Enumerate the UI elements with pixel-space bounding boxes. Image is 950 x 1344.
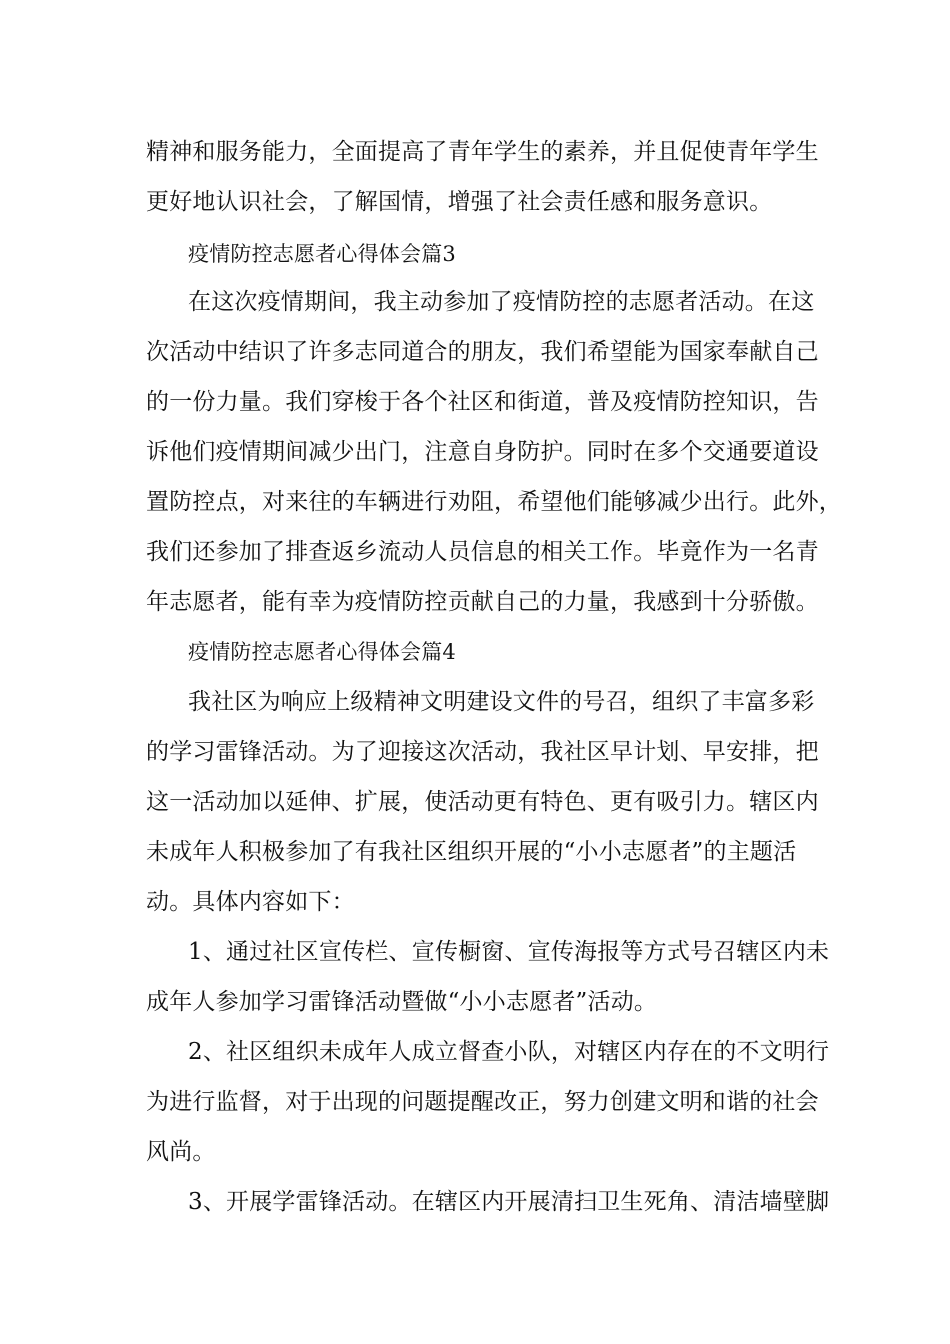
- list-item-2-line: 2、社区组织未成年人成立督查小队，对辖区内存在的不文明行: [188, 1039, 830, 1065]
- paragraph-first-line: 在这次疫情期间，我主动参加了疫情防控的志愿者活动。在这: [188, 289, 815, 315]
- body-text-line: 年志愿者，能有幸为疫情防控贡献自己的力量，我感到十分骄傲。: [146, 589, 819, 615]
- list-item-1-line: 1、通过社区宣传栏、宣传橱窗、宣传海报等方式号召辖区内未: [188, 939, 830, 965]
- body-text-line: 次活动中结识了许多志同道合的朋友，我们希望能为国家奉献自己: [146, 339, 819, 365]
- body-text-line: 更好地认识社会，了解国情，增强了社会责任感和服务意识。: [146, 189, 773, 215]
- body-text-line: 这一活动加以延伸、扩展，使活动更有特色、更有吸引力。辖区内: [146, 789, 819, 815]
- list-item-2-line: 为进行监督，对于出现的问题提醒改正，努力创建文明和谐的社会: [146, 1089, 819, 1115]
- body-text-line: 的一份力量。我们穿梭于各个社区和街道，普及疫情防控知识，告: [146, 389, 819, 415]
- body-text-line: 动。具体内容如下：: [146, 889, 355, 915]
- body-text-line: 诉他们疫情期间减少出门，注意自身防护。同时在多个交通要道设: [146, 439, 819, 465]
- body-text-line: 精神和服务能力，全面提高了青年学生的素养，并且促使青年学生: [146, 139, 819, 165]
- section-heading: 疫情防控志愿者心得体会篇3: [188, 242, 456, 266]
- body-text-line: 的学习雷锋活动。为了迎接这次活动，我社区早计划、早安排，把: [146, 739, 819, 765]
- list-item-1-line: 成年人参加学习雷锋活动暨做“小小志愿者”活动。: [146, 989, 658, 1015]
- list-item-3-line: 3、开展学雷锋活动。在辖区内开展清扫卫生死角、清洁墙壁脚: [188, 1189, 830, 1215]
- list-item-2-line: 风尚。: [146, 1139, 216, 1165]
- body-text-line: 未成年人积极参加了有我社区组织开展的“小小志愿者”的主题活: [146, 839, 797, 865]
- paragraph-first-line: 我社区为响应上级精神文明建设文件的号召，组织了丰富多彩: [188, 689, 815, 715]
- body-text-line: 我们还参加了排查返乡流动人员信息的相关工作。毕竟作为一名青: [146, 539, 819, 565]
- section-heading: 疫情防控志愿者心得体会篇4: [188, 640, 456, 664]
- body-text-line: 置防控点，对来往的车辆进行劝阻，希望他们能够减少出行。此外，: [146, 489, 842, 515]
